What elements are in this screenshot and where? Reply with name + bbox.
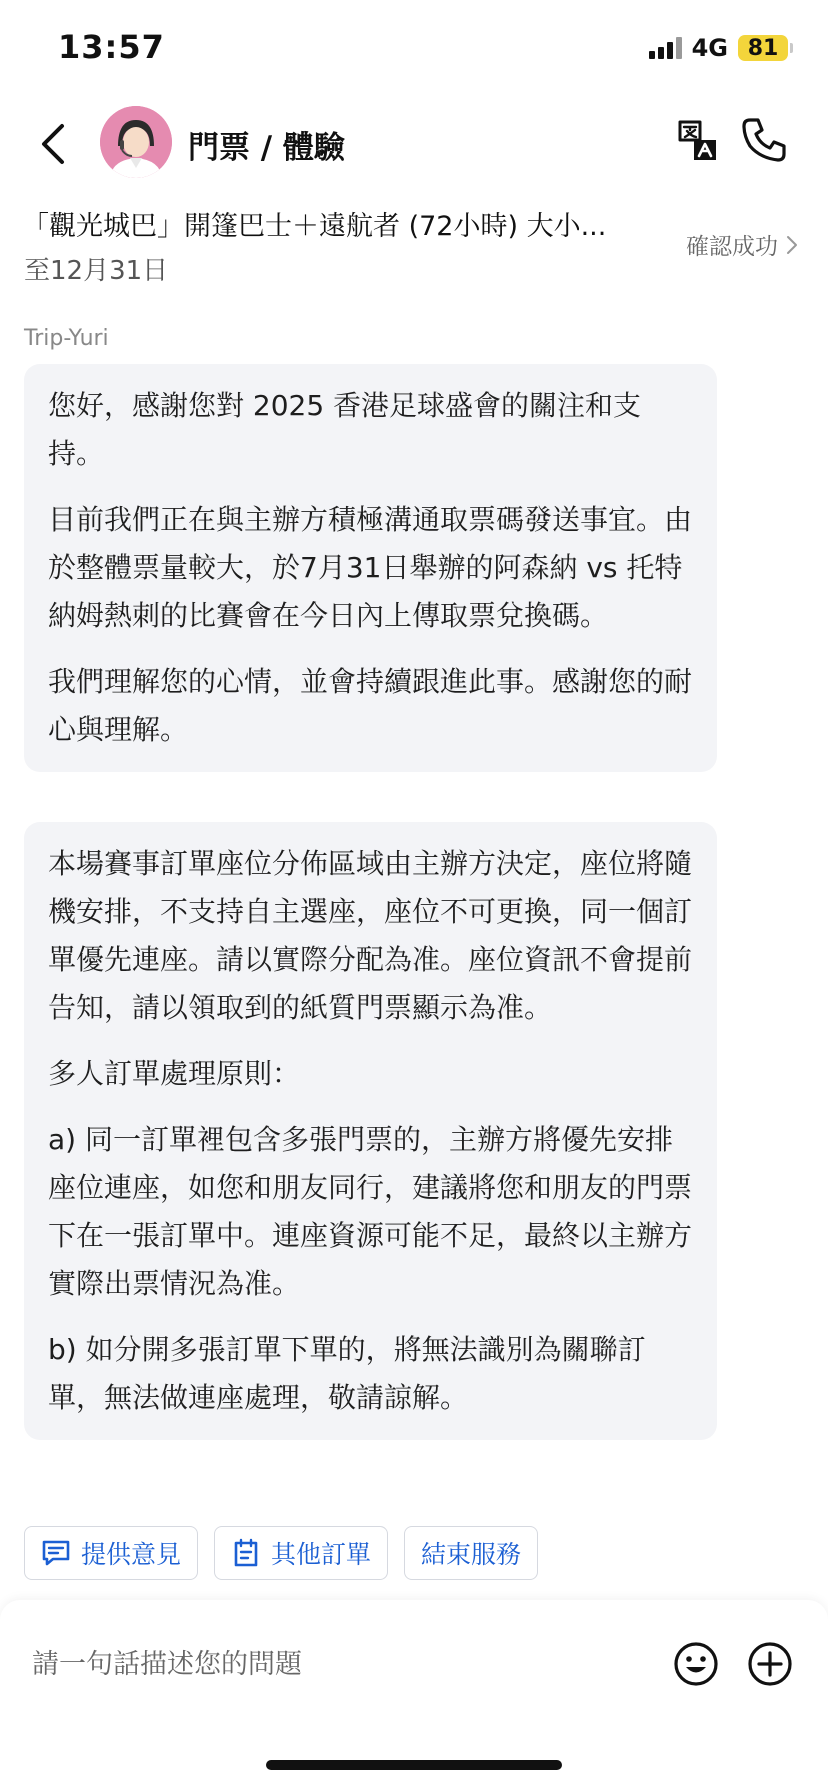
message-paragraph: 我們理解您的心情，並會持續跟進此事。感謝您的耐心與理解。 [48, 665, 693, 746]
message-paragraph: 目前我們正在與主辦方積極溝通取票碼發送事宜。由於整體票量較大，於7月31日舉辦的阿森納 vs 托特納姆熱刺的比賽會在今日內上傳取票兌換碼。 [48, 503, 693, 632]
message-bubble [24, 364, 717, 772]
chat-header [0, 100, 828, 188]
more-button[interactable] [746, 1640, 794, 1688]
message-paragraph: 本場賽事訂單座位分佈區域由主辦方決定，座位將隨機安排，不支持自主選座，座位不可更換，同一個訂單優先連座。請以實際分配為准。座位資訊不會提前告知，請以領取到的紙質門票顯示為准。 [48, 847, 693, 1024]
order-title: 「觀光城巴」開篷巴士＋遠航者 (72小時) 大小... [22, 211, 607, 242]
battery-level: 81 [747, 35, 779, 61]
call-button[interactable] [740, 116, 788, 164]
signal-icon [649, 37, 682, 59]
order-status[interactable] [686, 228, 798, 261]
end-service-button[interactable] [404, 1526, 538, 1580]
chevron-right-icon [786, 235, 798, 255]
status-time: 13:57 [58, 28, 165, 66]
order-list-icon [231, 1538, 261, 1568]
sender-name: Trip-Yuri [24, 326, 109, 351]
message-paragraph: a) 同一訂單裡包含多張門票的，主辦方將優先安排座位連座，如您和朋友同行，建議將您和朋友的門票下在一張訂單中。連座資源可能不足，最終以主辦方實際出票情況為准。 [48, 1123, 693, 1300]
message-paragraph: 您好，感謝您對 2025 香港足球盛會的關注和支持。 [48, 389, 642, 470]
emoji-icon [672, 1640, 720, 1688]
message-bubble [24, 822, 717, 1440]
end-service-label: 結束服務 [421, 1540, 522, 1569]
input-bar [0, 1600, 828, 1792]
network-type: 4G [691, 34, 728, 62]
feedback-button[interactable] [24, 1526, 198, 1580]
battery-icon [738, 35, 788, 61]
back-button[interactable] [30, 114, 76, 174]
quick-actions [24, 1526, 538, 1580]
status-indicators [649, 34, 788, 62]
order-date: 至12月31日 [24, 256, 169, 286]
message-paragraph: b) 如分開多張訂單下單的，將無法識別為關聯訂單，無法做連座處理，敬請諒解。 [48, 1333, 646, 1414]
translate-icon [674, 118, 720, 164]
other-orders-button[interactable] [214, 1526, 388, 1580]
message-input[interactable]: 請一句話描述您的問題 [32, 1649, 302, 1680]
plus-icon [746, 1640, 794, 1688]
chevron-left-icon [38, 122, 68, 166]
order-banner[interactable] [0, 200, 828, 290]
translate-button[interactable] [674, 118, 720, 164]
other-orders-label: 其他訂單 [271, 1540, 372, 1569]
page-title: 門票 / 體驗 [188, 130, 345, 166]
emoji-button[interactable] [672, 1640, 720, 1688]
message-paragraph: 多人訂單處理原則： [48, 1057, 301, 1090]
agent-avatar-icon [100, 106, 172, 178]
order-status-label: 確認成功 [686, 234, 778, 260]
phone-icon [740, 116, 788, 164]
agent-avatar [100, 106, 172, 178]
feedback-label: 提供意見 [81, 1540, 182, 1569]
feedback-icon [41, 1538, 71, 1568]
status-bar [0, 0, 828, 100]
home-indicator[interactable] [266, 1760, 562, 1770]
